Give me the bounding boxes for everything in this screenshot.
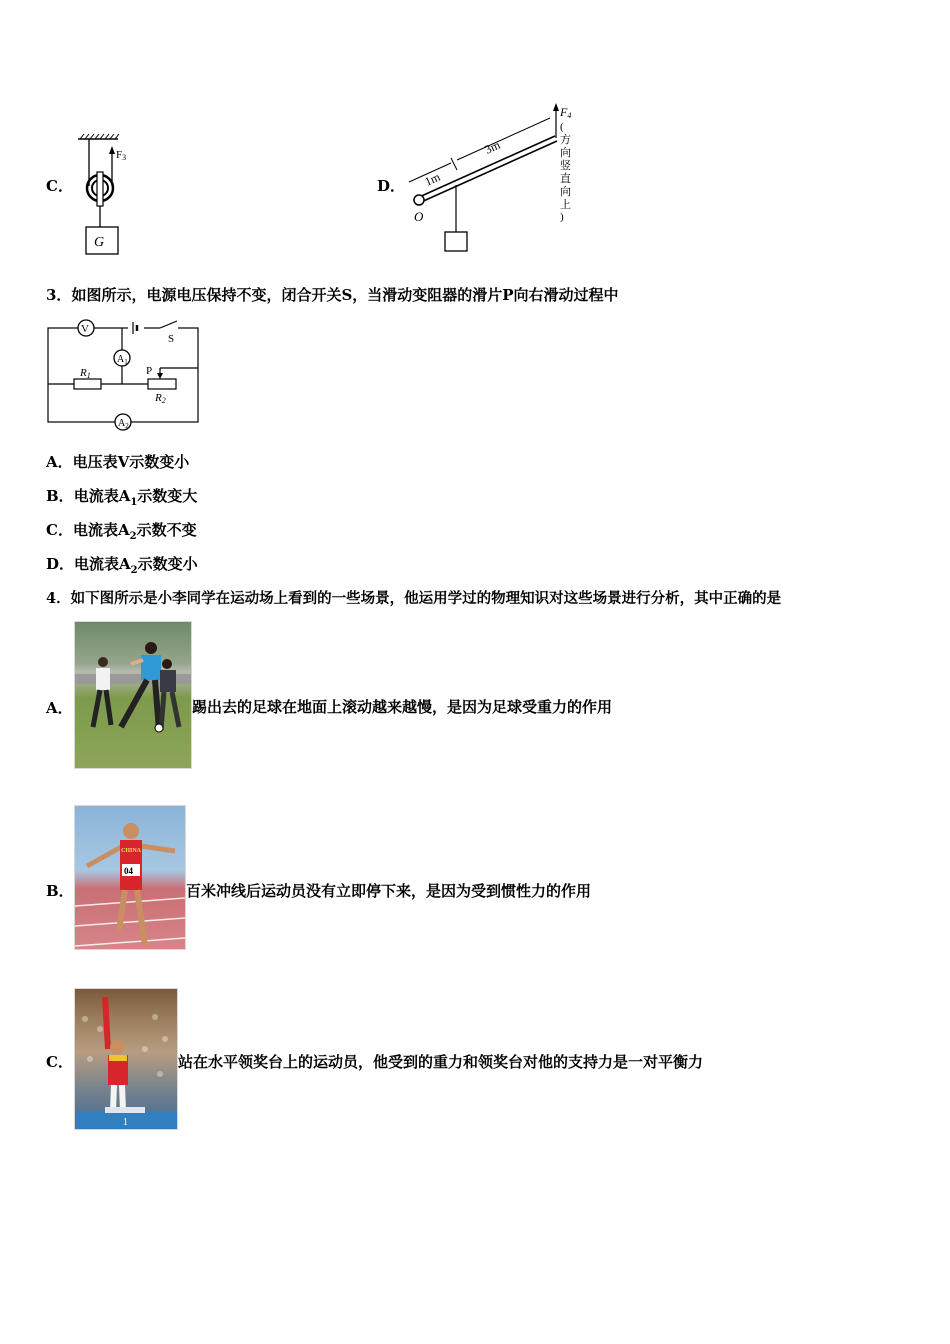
ammeter-a2-label: $A_2$ [118,418,129,430]
soccer-photo [74,621,192,769]
q2-option-d-label: D． [377,177,406,195]
r2-label: R2 [155,392,166,405]
q3-option-d: D．电流表$A_2$示数变小 [46,555,198,576]
q4-option-a-text: 踢出去的足球在地面上滚动越来越慢，是因为足球受重力的作用 [192,698,613,716]
direction-note [560,121,571,223]
svg-text:上: 上 [560,199,571,211]
force-f4-label: F4 [560,105,572,120]
length-1m: 1m [422,169,443,189]
length-3m: 3m [482,137,503,157]
voltmeter-label: V [81,323,89,335]
q4-option-c-text: 站在水平领奖台上的运动员，他受到的重力和领奖台对他的支持力是一对平衡力 [178,1053,704,1071]
podium-photo [74,988,178,1130]
shirt-text: CHINA [121,848,142,854]
pulley-diagram [72,130,144,258]
svg-text:向: 向 [560,147,571,159]
switch-s-label: S [168,333,175,345]
slider-p-label: P [146,365,153,377]
svg-text:向: 向 [560,186,571,198]
q4-option-b-label: B． [46,882,74,900]
q3-option-b: B．电流表$A_1$示数变大 [46,487,198,508]
svg-text:直: 直 [560,173,571,185]
q2-option-c-label: C． [46,177,73,195]
sprinter-photo [74,805,186,950]
player-white [93,657,111,727]
q4-option-a-label: A． [46,699,73,717]
q3-option-a: A．电压表V示数变小 [46,453,190,471]
bib-number: 04 [124,866,133,876]
q4-stem: 4．如下图所示是小李同学在运动场上看到的一些场景，他运用学过的物理知识对这些场景进行分析，其中正确的是 [46,590,782,607]
podium-number: 1 [123,1117,128,1128]
ammeter-a1-label: $A_1$ [117,354,128,366]
svg-text:方: 方 [560,134,571,146]
r1-label: R1 [80,367,91,380]
force-f3-label: F3 [116,149,127,162]
player-dark [160,659,179,730]
svg-text:): ) [560,211,564,223]
player-blue [121,642,161,730]
q3-stem: 3．如图所示，电源电压保持不变，闭合开关S，当滑动变阻器的滑片P向右滑动过程中 [46,286,619,304]
lever-diagram [405,100,585,260]
weight-g-label: G [94,235,105,250]
svg-text:(: ( [560,121,564,133]
svg-text:竖: 竖 [560,160,571,172]
q4-option-b-text: 百米冲线后运动员没有立即停下来，是因为受到惯性力的作用 [186,882,592,900]
pivot-o-label: O [414,209,424,224]
q3-option-c: C．电流表$A_2$示数不变 [46,521,197,542]
q4-option-c-label: C． [46,1053,73,1071]
circuit-diagram [44,316,204,434]
